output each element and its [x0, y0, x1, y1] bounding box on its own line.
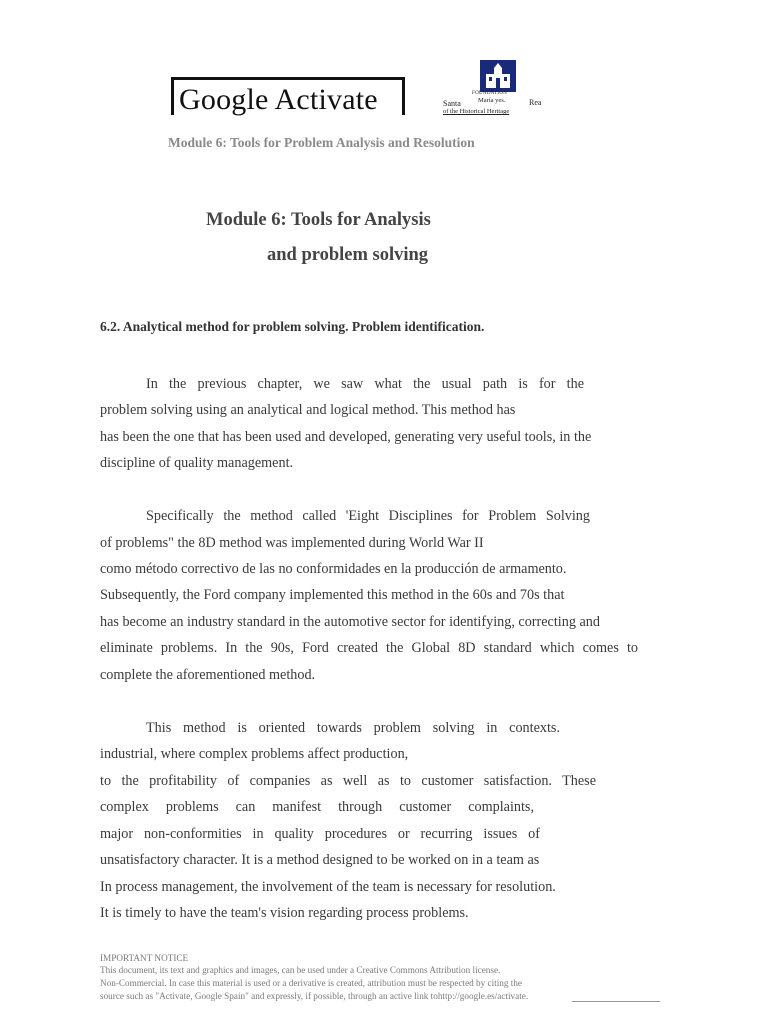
- google-activate-logo: [171, 77, 405, 115]
- header-subtitle: Module 6: Tools for Problem Analysis and Resolution: [168, 135, 475, 150]
- footer-notice-title: IMPORTANT NOTICE: [100, 953, 189, 963]
- paragraph-1-line-2: problem solving using an analytical and logical method. This method has: [100, 402, 516, 418]
- foundation-line1: FOUNDATION: [472, 91, 508, 96]
- paragraph-3-line-1: This method is oriented towards problem solving in contexts.: [146, 720, 560, 736]
- paragraph-1-line-4: discipline of quality management.: [100, 455, 294, 471]
- page-title-line2: and problem solving: [267, 245, 429, 265]
- paragraph-2-line-3: como método correctivo de las no conformidades en la producción de armamento.: [100, 561, 567, 577]
- footer-rule: [572, 1001, 660, 1002]
- paragraph-2-line-1: Specifically the method called 'Eight Disciplines for Problem Solving: [146, 508, 590, 524]
- paragraph-2-line-7: complete the aforementioned method.: [100, 667, 316, 683]
- section-heading: 6.2. Analytical method for problem solving. Problem identification.: [100, 319, 485, 334]
- paragraph-2-line-2: of problems" the 8D method was implemented during World War II: [100, 535, 484, 551]
- paragraph-3-line-8: It is timely to have the team's vision regarding process problems.: [100, 905, 469, 921]
- foundation-right: Rea: [529, 98, 542, 107]
- paragraph-3-line-7: In process management, the involvement of the team is necessary for resolution.: [100, 879, 556, 895]
- paragraph-3-line-4: complex problems can manifest through customer complaints,: [100, 799, 534, 815]
- paragraph-3-line-2: industrial, where complex problems affect production,: [100, 746, 409, 762]
- footer-notice-line2: Non-Commercial. In case this material is used or a derivative is created, attribution must be respected by citing the: [100, 978, 522, 988]
- paragraph-3-line-6: unsatisfactory character. It is a method designed to be worked on in a team as: [100, 852, 540, 868]
- footer-notice-line3: source such as "Activate, Google Spain" and expressly, if possible, through an active link tohttp://google.es/activate.: [100, 991, 529, 1001]
- page-title-line1: Module 6: Tools for Analysis: [206, 210, 431, 230]
- foundation-line3: of the Historical Heritage: [443, 108, 510, 115]
- foundation-logo: [440, 58, 552, 118]
- building-icon: [480, 60, 516, 92]
- paragraph-3-line-5: major non-conformities in quality procedures or recurring issues of: [100, 826, 540, 842]
- paragraph-1-line-3: has been the one that has been used and developed, generating very useful tools, in the: [100, 429, 592, 445]
- foundation-left: Santa: [443, 99, 461, 108]
- paragraph-1-line-1: In the previous chapter, we saw what the usual path is for the: [146, 376, 584, 392]
- paragraph-2-line-5: has become an industry standard in the automotive sector for identifying, correcting and: [100, 614, 600, 630]
- foundation-line2: María yes.: [478, 97, 506, 104]
- footer-notice-line1: This document, its text and graphics and images, can be used under a Creative Commons Attribution license.: [100, 965, 501, 975]
- paragraph-2-line-6: eliminate problems. In the 90s, Ford created the Global 8D standard which comes to: [100, 640, 638, 656]
- paragraph-2-line-4: Subsequently, the Ford company implemented this method in the 60s and 70s that: [100, 587, 565, 603]
- paragraph-3-line-3: to the profitability of companies as well as to customer satisfaction. These: [100, 773, 596, 789]
- logo-text: Google Activate: [179, 83, 378, 116]
